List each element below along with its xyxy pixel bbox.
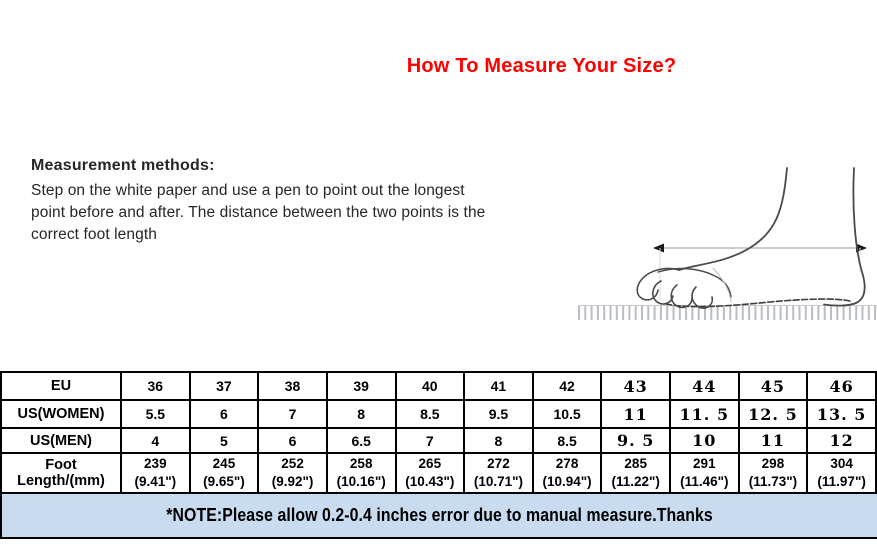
- foot-outline: [637, 168, 864, 308]
- size-cell: 38: [258, 372, 327, 400]
- size-cell: 239 (9.41"): [121, 453, 190, 493]
- size-cell: 6: [258, 428, 327, 453]
- size-cell: 43: [601, 372, 670, 400]
- size-cell: 36: [121, 372, 190, 400]
- size-cell: 272 (10.71"): [464, 453, 533, 493]
- row-header: Foot Length/(mm): [1, 453, 121, 493]
- size-cell: 11: [601, 400, 670, 428]
- size-cell: 9.5: [464, 400, 533, 428]
- size-cell: 10.5: [533, 400, 602, 428]
- size-cell: 8: [464, 428, 533, 453]
- size-cell: 8.5: [396, 400, 465, 428]
- size-cell: 252 (9.92"): [258, 453, 327, 493]
- measurement-instructions: [31, 157, 493, 246]
- row-header: US(MEN): [1, 428, 121, 453]
- size-cell: 10: [670, 428, 739, 453]
- size-cell: 8.5: [533, 428, 602, 453]
- foot-on-ruler-sketch-icon: [578, 100, 877, 348]
- size-cell: 6: [190, 400, 259, 428]
- size-cell: 245 (9.65"): [190, 453, 259, 493]
- size-cell: 40: [396, 372, 465, 400]
- size-cell: 7: [258, 400, 327, 428]
- measurement-arrow: [653, 244, 867, 301]
- size-cell: 9. 5: [601, 428, 670, 453]
- note-text: *NOTE:Please allow 0.2-0.4 inches error due to manual measure.Thanks: [166, 505, 713, 525]
- size-cell: 11: [739, 428, 808, 453]
- size-cell: 13. 5: [807, 400, 876, 428]
- note-bar: [0, 494, 877, 539]
- size-cell: 11. 5: [670, 400, 739, 428]
- size-cell: 7: [396, 428, 465, 453]
- page-title: How To Measure Your Size?: [406, 55, 677, 77]
- size-cell: 45: [739, 372, 808, 400]
- size-cell: 258 (10.16"): [327, 453, 396, 493]
- size-cell: 4: [121, 428, 190, 453]
- size-cell: 5.5: [121, 400, 190, 428]
- table-row: [1, 372, 876, 400]
- size-cell: 6.5: [327, 428, 396, 453]
- size-cell: 265 (10.43"): [396, 453, 465, 493]
- size-chart-body: [1, 372, 876, 493]
- row-header: US(WOMEN): [1, 400, 121, 428]
- size-cell: 12. 5: [739, 400, 808, 428]
- size-cell: 12: [807, 428, 876, 453]
- size-cell: 278 (10.94"): [533, 453, 602, 493]
- instructions-heading: Measurement methods:: [31, 157, 215, 174]
- size-cell: 304 (11.97"): [807, 453, 876, 493]
- row-header: EU: [1, 372, 121, 400]
- size-cell: 298 (11.73"): [739, 453, 808, 493]
- table-row: [1, 428, 876, 453]
- size-cell: 285 (11.22"): [601, 453, 670, 493]
- size-chart-section: [0, 371, 877, 539]
- size-cell: 8: [327, 400, 396, 428]
- size-chart-table: [0, 371, 877, 494]
- size-cell: 44: [670, 372, 739, 400]
- size-cell: 46: [807, 372, 876, 400]
- table-row: [1, 453, 876, 493]
- size-cell: 39: [327, 372, 396, 400]
- size-cell: 291 (11.46"): [670, 453, 739, 493]
- size-cell: 42: [533, 372, 602, 400]
- ruler-icon: [578, 306, 877, 314]
- table-row: [1, 400, 876, 428]
- instructions-body: Step on the white paper and use a pen to point out the longest point before and after. The distance between the two points is the correct foot length: [31, 182, 486, 243]
- size-cell: 5: [190, 428, 259, 453]
- size-cell: 41: [464, 372, 533, 400]
- size-cell: 37: [190, 372, 259, 400]
